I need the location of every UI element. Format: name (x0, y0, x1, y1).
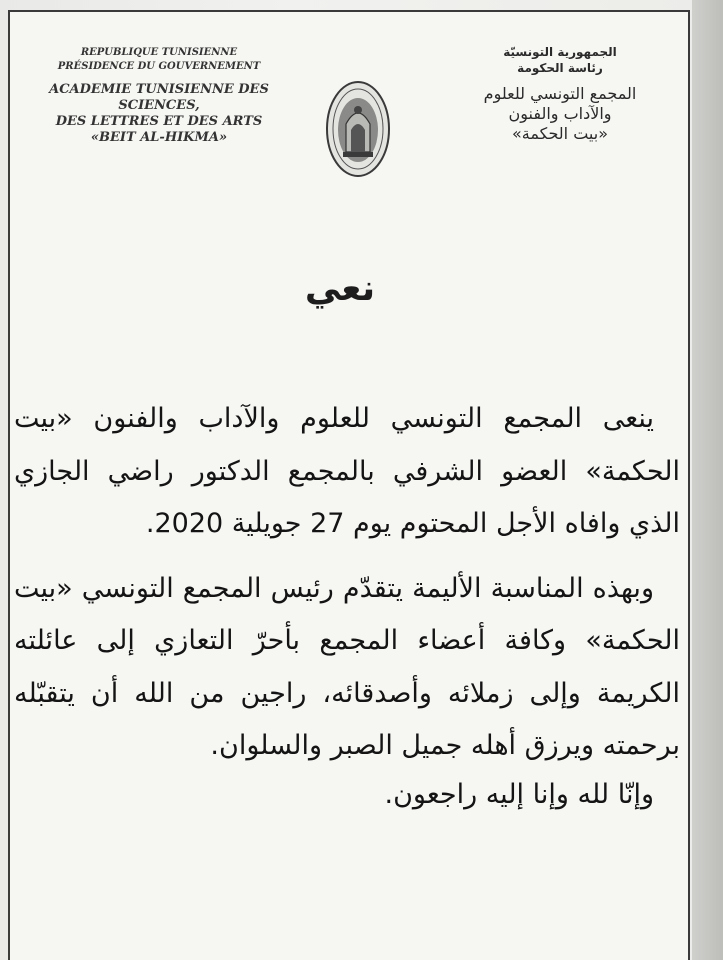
adjacent-page-strip (692, 0, 723, 960)
header-fr-presidency: PRÉSIDENCE DU GOUVERNEMENT (57, 61, 261, 72)
header-arabic (460, 44, 660, 144)
header-ar-republic: الجمهورية التونسيّة (503, 45, 617, 59)
header-french (14, 46, 304, 146)
notice-title: نعي (304, 268, 376, 309)
header-fr-academy: ACADEMIE TUNISIENNE DES SCIENCES, DES LETTRES ET DES ARTS «BEIT AL-HIKMA» (49, 82, 269, 145)
header-ar-academy: المجمع التونسي للعلوم والآداب والفنون «بيت الحكمة» (483, 84, 637, 143)
beit-al-hikma-emblem-icon (325, 80, 391, 178)
paragraph-condolences: وبهذه المناسبة الأليمة يتقدّم رئيس المجمع التونسي «بيت الحكمة» وكافة أعضاء المجمع بأحرّ التعازي إلى عائلته الكريمة وإلى زملائه وأصدقائه، راجين من الله أن يتقبّله برحمته ويرزق أهله جميل الصبر والسلوان. (14, 572, 680, 761)
notice-body (14, 393, 680, 821)
closing-verse: وإنّا لله وإنا إليه راجعون. (384, 778, 654, 810)
header-ar-presidency: رئاسة الحكومة (517, 61, 603, 75)
header-fr-republic: REPUBLIQUE TUNISIENNE (80, 47, 238, 58)
paragraph-announcement: ينعى المجمع التونسي للعلوم والآداب والفنون «بيت الحكمة» العضو الشرفي بالمجمع الدكتور راضي الجازي الذي وافاه الأجل المحتوم يوم 27 جويلية 2020. (14, 403, 680, 539)
